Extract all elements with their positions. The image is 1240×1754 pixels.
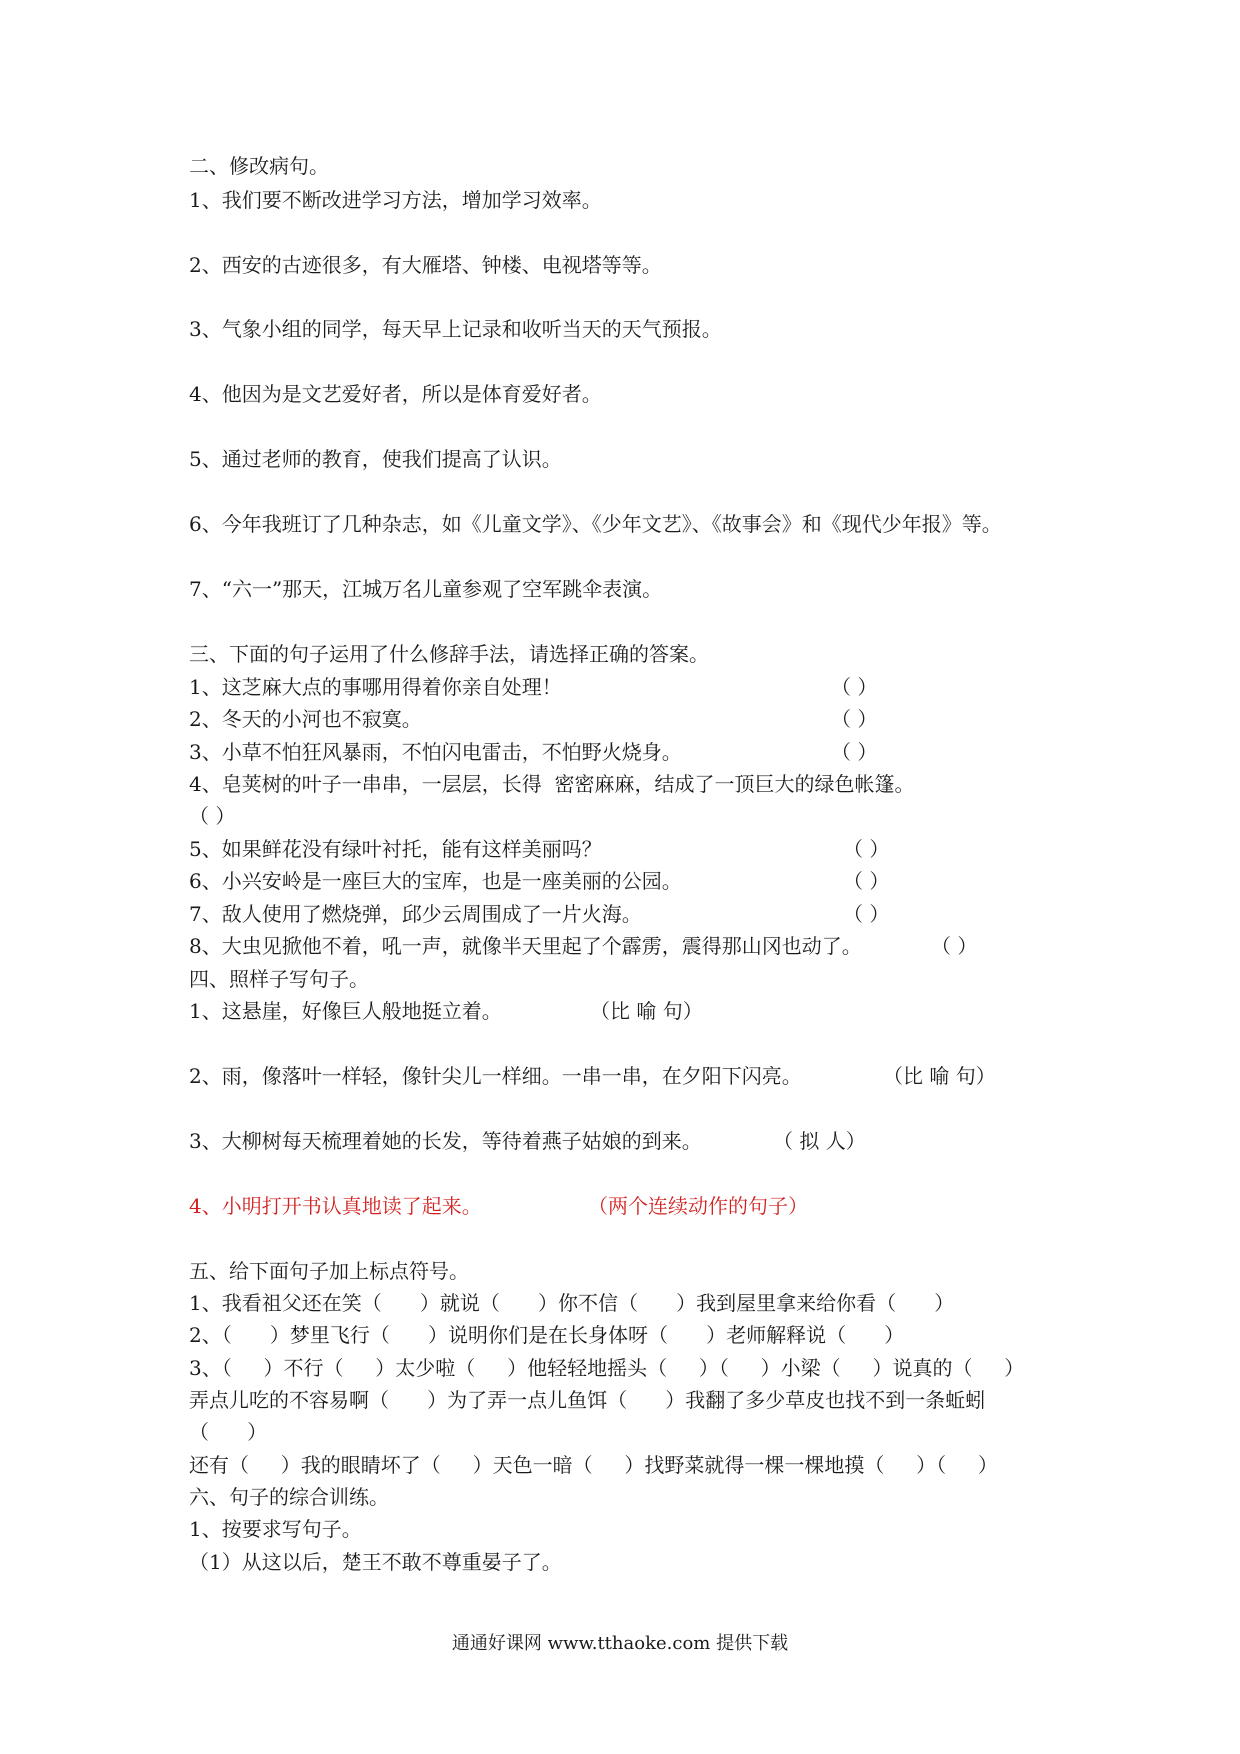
sec3-item-6: 6、小兴安岭是一座巨大的宝库，也是一座美丽的公园。	[189, 869, 682, 893]
sec5-line-6: 还有（ ）我的眼睛坏了（ ）天色一暗（ ）找野菜就得一棵一棵地摸（ ）（ ）	[189, 1453, 998, 1477]
sec4-item-2: 2、雨，像落叶一样轻，像针尖儿一样细。一串一串，在夕阳下闪亮。	[189, 1064, 802, 1088]
answer-bracket: （ ）	[189, 804, 236, 828]
answer-bracket: （ ）	[831, 707, 878, 731]
answer-bracket: （ ）	[843, 902, 890, 926]
sec6-question-1: （1）从这以后，楚王不敢不尊重晏子了。	[189, 1550, 562, 1574]
answer-bracket: （ ）	[843, 837, 890, 861]
sec3-item-5: 5、如果鲜花没有绿叶衬托，能有这样美丽吗？	[189, 837, 602, 861]
section-5-title: 五、给下面句子加上标点符号。	[189, 1259, 469, 1283]
sec4-item-3: 3、大柳树每天梳理着她的长发，等待着燕子姑娘的到来。	[189, 1129, 702, 1153]
sec2-item-6: 6、今年我班订了几种杂志，如《儿童文学》、《少年文艺》、《故事会》和《现代少年报》等。	[189, 512, 1002, 536]
sec3-item-4: 4、皂荚树的叶子一串串，一层层，长得 密密麻麻，结成了一顶巨大的绿色帐篷。	[189, 772, 915, 796]
page-footer: 通通好课网 www.tthaoke.com 提供下载	[451, 1633, 789, 1654]
answer-bracket: （ ）	[831, 740, 878, 764]
answer-bracket: （ ）	[931, 934, 978, 958]
sec5-line-1: 1、我看祖父还在笑（ ）就说（ ）你不信（ ）我到屋里拿来给你看（ ）	[189, 1291, 955, 1315]
sec2-item-1: 1、我们要不断改进学习方法，增加学习效率。	[189, 188, 602, 212]
sec3-item-1: 1、这芝麻大点的事哪用得着你亲自处理！	[189, 675, 562, 699]
sec2-item-5: 5、通过老师的教育，使我们提高了认识。	[189, 447, 562, 471]
sec2-item-2: 2、西安的古迹很多，有大雁塔、钟楼、电视塔等等。	[189, 253, 662, 277]
sec5-line-3: 3、（ ）不行（ ）太少啦（ ）他轻轻地摇头（ ）（ ）小梁（ ）说真的（ ）	[189, 1356, 1025, 1380]
sec5-line-5: （ ）	[189, 1420, 268, 1444]
sec4-item-1: 1、这悬崖，好像巨人般地挺立着。	[189, 999, 502, 1023]
sec4-hint-3: （ 拟 人）	[773, 1129, 866, 1153]
section-2-title: 二、修改病句。	[189, 154, 329, 178]
section-3-title: 三、下面的句子运用了什么修辞手法，请选择正确的答案。	[189, 642, 709, 666]
sec2-item-7: 7、“六一”那天，江城万名儿童参观了空军跳伞表演。	[189, 577, 663, 601]
sec2-item-4: 4、他因为是文艺爱好者，所以是体育爱好者。	[189, 382, 602, 406]
sec5-line-2: 2、（ ）梦里飞行（ ）说明你们是在长身体呀（ ）老师解释说（ ）	[189, 1323, 905, 1347]
sec4-item-4: 4、小明打开书认真地读了起来。	[189, 1194, 482, 1218]
answer-bracket: （ ）	[843, 869, 890, 893]
sec3-item-2: 2、冬天的小河也不寂寞。	[189, 707, 422, 731]
sec3-item-7: 7、敌人使用了燃烧弹，邱少云周围成了一片火海。	[189, 902, 642, 926]
sec4-hint-2: （比 喻 句）	[883, 1064, 996, 1088]
sec3-item-3: 3、小草不怕狂风暴雨，不怕闪电雷击，不怕野火烧身。	[189, 740, 682, 764]
sec5-line-4: 弄点儿吃的不容易啊（ ）为了弄一点儿鱼饵（ ）我翻了多少草皮也找不到一条蚯蚓	[189, 1388, 986, 1412]
sec2-item-3: 3、气象小组的同学，每天早上记录和收听当天的天气预报。	[189, 317, 722, 341]
sec6-subtitle: 1、按要求写句子。	[189, 1517, 362, 1541]
sec4-hint-4: （两个连续动作的句子）	[588, 1194, 808, 1218]
sec4-hint-1: （比 喻 句）	[590, 999, 703, 1023]
section-6-title: 六、句子的综合训练。	[189, 1485, 389, 1509]
sec3-item-8: 8、大虫见掀他不着，吼一声，就像半天里起了个霹雳，震得那山冈也动了。	[189, 934, 862, 958]
section-4-title: 四、照样子写句子。	[189, 967, 369, 991]
answer-bracket: （ ）	[831, 675, 878, 699]
